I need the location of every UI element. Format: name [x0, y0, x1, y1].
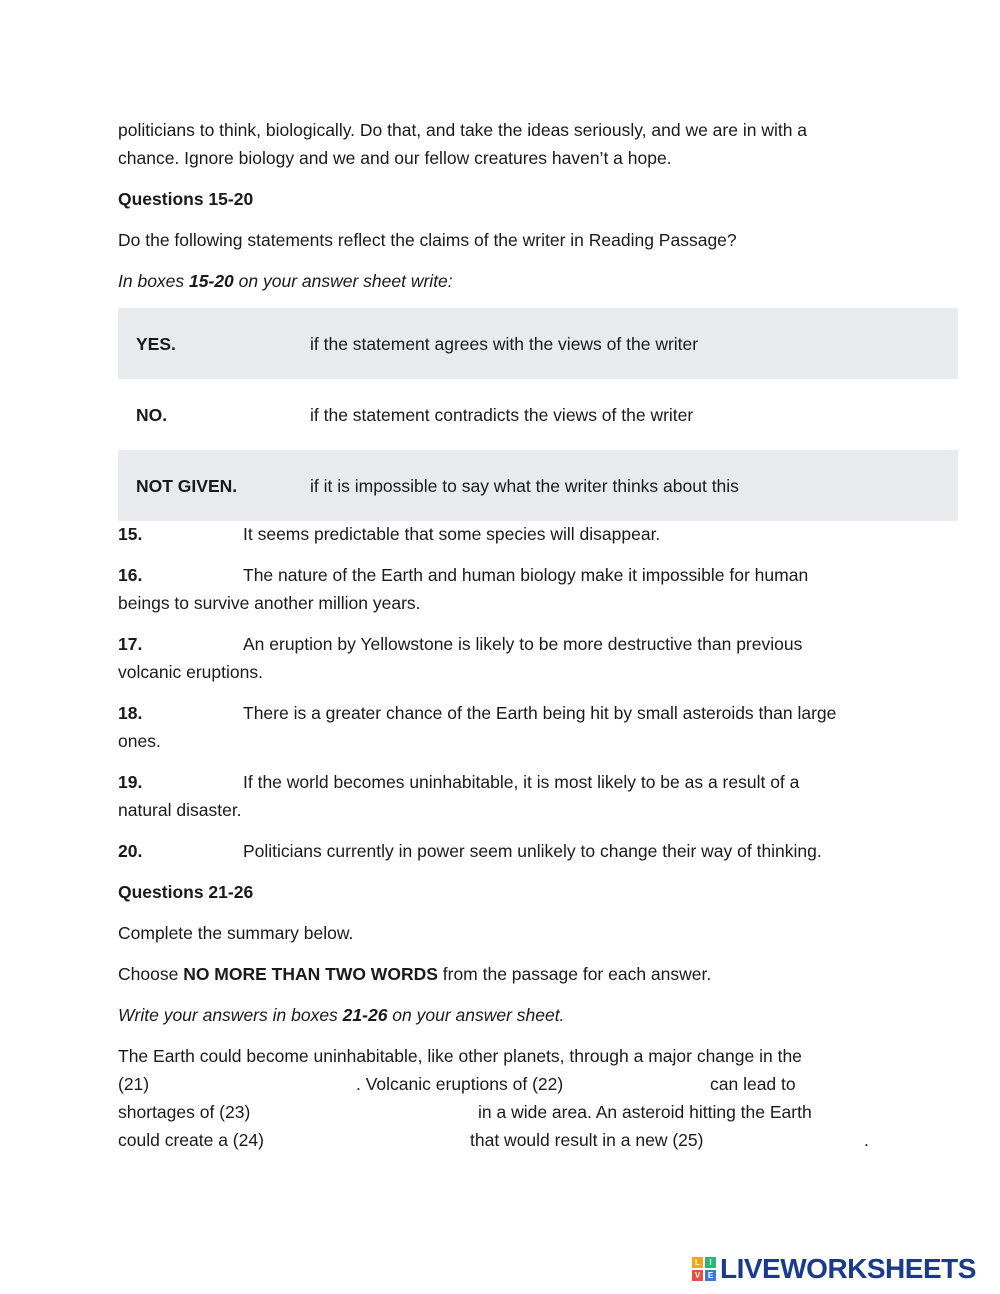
- question-number: 16.: [118, 565, 143, 585]
- question-16: [118, 561, 958, 617]
- blank-24[interactable]: [278, 1126, 468, 1150]
- blank-23[interactable]: [262, 1098, 476, 1122]
- question-text: The nature of the Earth and human biology make it impossible for human: [243, 565, 809, 585]
- summary-text: in a wide area. An asteroid hitting the Earth: [478, 1102, 812, 1122]
- questions-15-20-heading: Questions 15-20: [118, 189, 254, 209]
- answer-sheet-instruction-2: [118, 1001, 958, 1029]
- instruction-range: 15-20: [189, 271, 234, 291]
- questions-15-20-instruction: Do the following statements reflect the claims of the writer in Reading Passage?: [118, 230, 737, 250]
- question-number: 20.: [118, 841, 143, 861]
- intro-paragraph: [118, 116, 958, 172]
- key-term: NO.: [136, 404, 168, 425]
- summary-text: shortages of (23): [118, 1102, 251, 1122]
- intro-line-2: chance. Ignore biology and we and our fellow creatures haven’t a hope.: [118, 148, 672, 168]
- instruction-text: Write your answers in boxes: [118, 1005, 343, 1025]
- question-text: There is a greater chance of the Earth being hit by small asteroids than large: [243, 703, 837, 723]
- question-20: [118, 837, 958, 865]
- instruction-text: In boxes: [118, 271, 190, 291]
- instruction-range: 21-26: [342, 1005, 388, 1025]
- question-number: 19.: [118, 772, 143, 792]
- summary-line-4: [118, 1126, 958, 1154]
- instruction-text: on your answer sheet write:: [233, 271, 453, 291]
- instruction-text: Choose: [118, 964, 184, 984]
- summary-text: .: [864, 1130, 869, 1150]
- summary-text: that would result in a new (25): [470, 1130, 704, 1150]
- logo-mark-letter: L: [692, 1257, 703, 1268]
- question-text: An eruption by Yellowstone is likely to be more destructive than previous: [243, 634, 803, 654]
- question-text-cont: ones.: [118, 731, 161, 751]
- question-text-cont: beings to survive another million years.: [118, 593, 421, 613]
- summary-text: could create a (24): [118, 1130, 264, 1150]
- answer-sheet-instruction: [118, 267, 958, 295]
- instruction-text: from the passage for each answer.: [437, 964, 712, 984]
- summary-text: The Earth could become uninhabitable, like other planets, through a major change in the: [118, 1046, 802, 1066]
- blank-25[interactable]: [724, 1126, 862, 1150]
- questions-21-26-heading: Questions 21-26: [118, 882, 254, 902]
- question-15: [118, 520, 958, 548]
- logo-mark-letter: I: [705, 1257, 716, 1268]
- summary-text: can lead to: [710, 1074, 796, 1094]
- question-number: 15.: [118, 524, 143, 544]
- question-18: [118, 699, 958, 755]
- question-17: [118, 630, 958, 686]
- summary-text: (21): [118, 1074, 150, 1094]
- logo-mark-icon: [692, 1257, 716, 1281]
- key-definition: if the statement contradicts the views of the writer: [310, 404, 694, 425]
- question-text-cont: volcanic eruptions.: [118, 662, 263, 682]
- summary-line-1: [118, 1042, 958, 1070]
- question-text: It seems predictable that some species will disappear.: [243, 524, 661, 544]
- key-definition: if it is impossible to say what the writer thinks about this: [310, 475, 739, 496]
- summary-text: . Volcanic eruptions of (22): [356, 1074, 564, 1094]
- key-row-yes: [118, 308, 958, 379]
- question-number: 18.: [118, 703, 143, 723]
- logo-mark-letter: E: [705, 1270, 716, 1281]
- worksheet-page: [118, 116, 958, 1154]
- question-19: [118, 768, 958, 824]
- summary-line-3: [118, 1098, 958, 1126]
- question-number: 17.: [118, 634, 143, 654]
- question-text: Politicians currently in power seem unlikely to change their way of thinking.: [243, 841, 822, 861]
- answer-key-table: [118, 308, 958, 521]
- question-list: [118, 520, 958, 865]
- blank-21[interactable]: [154, 1070, 354, 1094]
- logo-mark-letter: V: [692, 1270, 703, 1281]
- liveworksheets-logo: [692, 1252, 988, 1286]
- key-term: YES.: [136, 333, 176, 354]
- key-term: NOT GIVEN.: [136, 475, 238, 496]
- blank-22[interactable]: [588, 1070, 706, 1094]
- intro-line-1: politicians to think, biologically. Do that, and take the ideas seriously, and we are in with a: [118, 120, 808, 140]
- summary-instruction: Complete the summary below.: [118, 923, 354, 943]
- summary-paragraph: [118, 1042, 958, 1154]
- summary-line-2: [118, 1070, 958, 1098]
- instruction-text: on your answer sheet.: [387, 1005, 565, 1025]
- question-text-cont: natural disaster.: [118, 800, 242, 820]
- word-limit: NO MORE THAN TWO WORDS: [183, 964, 438, 984]
- logo-text: LIVEWORKSHEETS: [720, 1253, 976, 1284]
- question-text: If the world becomes uninhabitable, it is most likely to be as a result of a: [243, 772, 800, 792]
- key-row-no: [118, 379, 958, 450]
- key-row-not-given: [118, 450, 958, 521]
- word-limit-instruction: [118, 960, 958, 988]
- key-definition: if the statement agrees with the views of the writer: [310, 333, 699, 354]
